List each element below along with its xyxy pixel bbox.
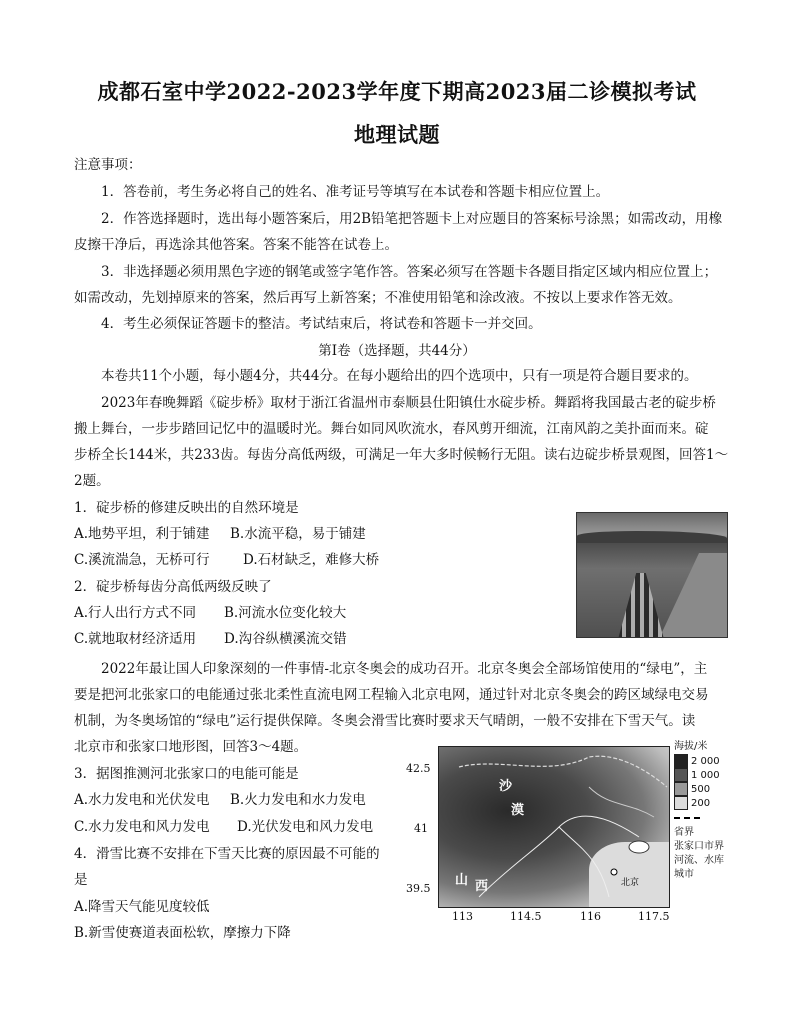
legend-item: 省界: [674, 827, 694, 838]
lon-tick: 117.5: [638, 910, 670, 923]
question-4-stem-cont: 是: [74, 872, 88, 888]
legend-level: 200: [691, 798, 711, 809]
legend-level: 1 000: [691, 770, 720, 781]
question-1-option-d: D.石材缺乏，难修大桥: [243, 552, 380, 568]
map-legend: [674, 740, 736, 882]
legend-item: 城市: [674, 869, 694, 880]
legend-title: 海拔/米: [674, 741, 708, 752]
passage-line: 步桥全长144米，共233齿。每齿分高低两级，可满足一年大多时候畅行无阻。读右边碇步桥景观图，回答1～: [74, 447, 729, 463]
map-label: 沙: [499, 779, 513, 794]
question-2-option-a: A.行人出行方式不同: [74, 605, 197, 621]
legend-item: 河流、水库: [674, 855, 724, 866]
question-1-option-c: C.溪流湍急，无桥可行: [74, 552, 210, 568]
notice-item-cont: 如需改动，先划掉原来的答案，然后再写上新答案；不准使用铅笔和涂改液。不按以上要求作答无效。: [74, 290, 682, 306]
beijing-zhangjiakou-terrain-map: [404, 740, 734, 926]
question-3-stem: 3．据图推测河北张家口的电能可能是: [74, 766, 299, 782]
stepping-stone-bridge-photo: [576, 512, 728, 638]
question-1-option-a: A.地势平坦，利于铺建: [74, 526, 210, 542]
passage-line: 搬上舞台，一步步踏回记忆中的温暖时光。舞台如同风吹流水，春风剪开细流，江南风韵之美扑面而来。碇: [74, 421, 709, 437]
question-1-stem: 1．碇步桥的修建反映出的自然环境是: [74, 500, 299, 516]
lat-tick: 41: [414, 822, 428, 835]
passage-line: 北京市和张家口地形图，回答3～4题。: [74, 739, 308, 755]
map-label: 漠: [511, 803, 525, 818]
passage-line: 2题。: [74, 473, 110, 489]
lat-tick: 39.5: [406, 882, 431, 895]
legend-level: 500: [691, 784, 711, 795]
question-3-option-d: D.光伏发电和风力发电: [237, 819, 374, 835]
question-2-option-c: C.就地取材经济适用: [74, 631, 197, 647]
legend-item: 张家口市界: [674, 841, 724, 852]
question-4-stem: 4．滑雪比赛不安排在下雪天比赛的原因最不可能的: [74, 846, 380, 862]
passage-line: 2022年最让国人印象深刻的一件事情-北京冬奥会的成功召开。北京冬奥会全部场馆使用的“绿电”，主: [101, 661, 708, 677]
map-label: 西: [475, 879, 489, 894]
question-4-option-b: B.新雪使赛道表面松软，摩擦力下降: [74, 925, 291, 941]
lon-tick: 116: [580, 910, 601, 923]
section-intro: 本卷共11个小题，每小题4分，共44分。在每小题给出的四个选项中，只有一项是符合题目要求的。: [101, 368, 698, 384]
map-label-beijing: 北京: [621, 878, 640, 888]
legend-level: 2 000: [691, 756, 720, 767]
lat-tick: 42.5: [406, 762, 431, 775]
passage-line: 机制，为冬奥场馆的“绿电”运行提供保障。冬奥会滑雪比赛时要求天气晴朗，一般不安排在下雪天气。读: [74, 713, 696, 729]
question-3-option-a: A.水力发电和光伏发电: [74, 792, 210, 808]
question-2-option-d: D.沟谷纵横溪流交错: [224, 631, 347, 647]
exam-title: 成都石室中学2022-2023学年度下期高2023届二诊模拟考试: [97, 79, 697, 104]
question-1-option-b: B.水流平稳，易于铺建: [230, 526, 366, 542]
question-2-option-b: B.河流水位变化较大: [224, 605, 347, 621]
notice-heading: 注意事项：: [74, 157, 142, 173]
section-title: 第Ⅰ卷（选择题，共44分）: [318, 343, 476, 359]
lon-tick: 113: [452, 910, 473, 923]
lon-tick: 114.5: [510, 910, 542, 923]
passage-line: 要是把河北张家口的电能通过张北柔性直流电网工程输入北京电网，通过针对北京冬奥会的跨区域绿电交易: [74, 687, 709, 703]
notice-item: 1．答卷前，考生务必将自己的姓名、准考证号等填写在本试卷和答题卡相应位置上。: [101, 184, 610, 200]
question-3-option-b: B.火力发电和水力发电: [230, 792, 366, 808]
question-3-option-c: C.水力发电和风力发电: [74, 819, 210, 835]
exam-subject: 地理试题: [354, 122, 440, 147]
map-frame: [438, 746, 670, 908]
question-2-stem: 2．碇步桥每齿分高低两级反映了: [74, 579, 272, 595]
notice-item: 4．考生必须保证答题卡的整洁。考试结束后，将试卷和答题卡一并交回。: [101, 316, 542, 332]
notice-item-cont: 皮擦干净后，再选涂其他答案。答案不能答在试卷上。: [74, 237, 398, 253]
notice-item: 3．非选择题必须用黑色字迹的钢笔或签字笔作答。答案必须写在答题卡各题目指定区域内相应位置上；: [101, 264, 718, 280]
question-4-option-a: A.降雪天气能见度较低: [74, 899, 210, 915]
map-label: 山: [455, 873, 469, 888]
notice-item: 2．作答选择题时，选出每小题答案后，用2B铅笔把答题卡上对应题目的答案标号涂黑；如需改动，用橡: [101, 211, 723, 227]
passage-line: 2023年春晚舞蹈《碇步桥》取材于浙江省温州市泰顺县仕阳镇仕水碇步桥。舞蹈将我国最古老的碇步桥: [101, 395, 716, 411]
